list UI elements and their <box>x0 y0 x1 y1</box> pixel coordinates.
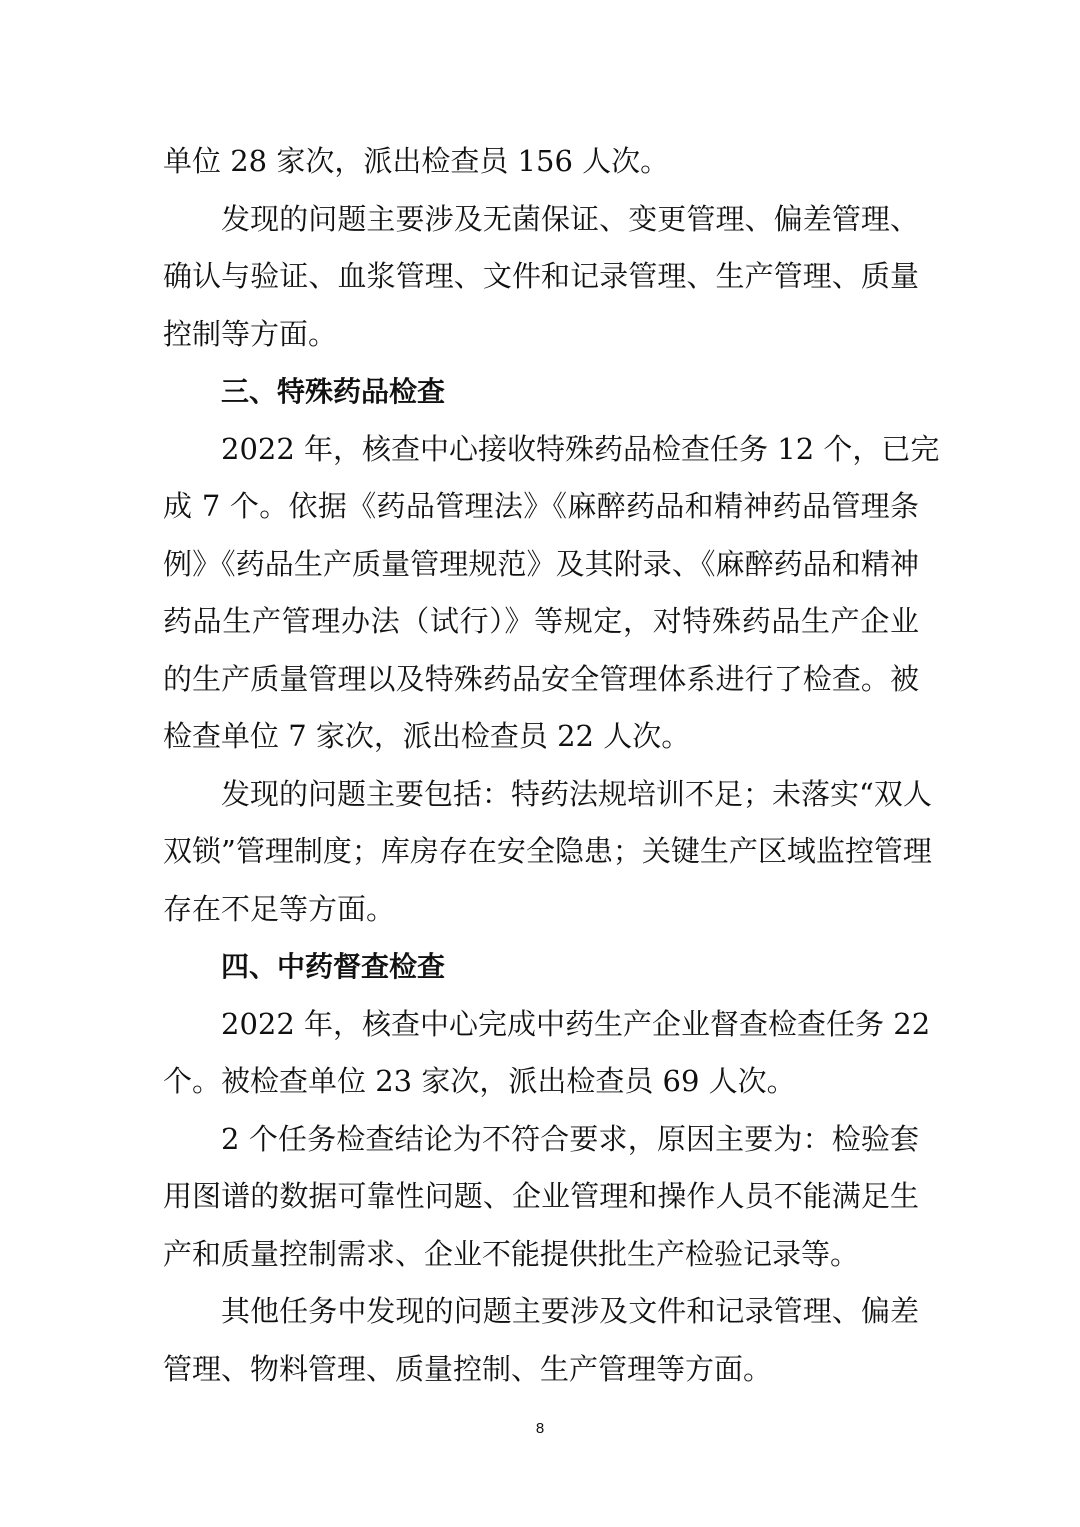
paragraph-line: 个。被检查单位 23 家次，派出检查员 69 人次。 <box>163 1064 796 1098</box>
paragraph-line: 确认与验证、血浆管理、文件和记录管理、生产管理、质量 <box>163 259 919 293</box>
paragraph-line: 检查单位 7 家次，派出检查员 22 人次。 <box>163 719 691 753</box>
paragraph-line: 存在不足等方面。 <box>163 891 396 926</box>
paragraph-line: 例》《药品生产质量管理规范》及其附录、《麻醉药品和精神 <box>163 546 919 581</box>
paragraph-line: 发现的问题主要包括：特药法规培训不足；未落实“双人 <box>221 776 932 811</box>
section-heading: 三、特殊药品检查 <box>221 375 446 408</box>
document-body <box>163 133 940 1398</box>
paragraph-line: 用图谱的数据可靠性问题、企业管理和操作人员不能满足生 <box>163 1179 919 1213</box>
paragraph-line: 单位 28 家次，派出检查员 156 人次。 <box>163 144 670 178</box>
paragraph-line: 控制等方面。 <box>163 316 338 351</box>
paragraph-line: 管理、物料管理、质量控制、生产管理等方面。 <box>163 1351 773 1386</box>
paragraph-line: 产和质量控制需求、企业不能提供批生产检验记录等。 <box>163 1236 860 1271</box>
paragraph-line: 发现的问题主要涉及无菌保证、变更管理、偏差管理、 <box>221 201 919 236</box>
paragraph-line: 2022 年，核查中心接收特殊药品检查任务 12 个，已完 <box>221 431 940 466</box>
paragraph-line: 其他任务中发现的问题主要涉及文件和记录管理、偏差 <box>221 1294 919 1328</box>
paragraph-line: 药品生产管理办法（试行）》等规定，对特殊药品生产企业 <box>163 604 919 638</box>
section-heading: 四、中药督查检查 <box>221 950 446 983</box>
paragraph-line: 2 个任务检查结论为不符合要求，原因主要为：检验套 <box>221 1121 919 1156</box>
page-number: 8 <box>535 1420 545 1437</box>
paragraph-line: 双锁”管理制度；库房存在安全隐患；关键生产区域监控管理 <box>163 834 932 868</box>
paragraph-line: 2022 年，核查中心完成中药生产企业督查检查任务 22 <box>221 1006 931 1041</box>
paragraph-line: 的生产质量管理以及特殊药品安全管理体系进行了检查。被 <box>163 661 919 696</box>
paragraph-line: 成 7 个。依据《药品管理法》《麻醉药品和精神药品管理条 <box>163 489 919 523</box>
